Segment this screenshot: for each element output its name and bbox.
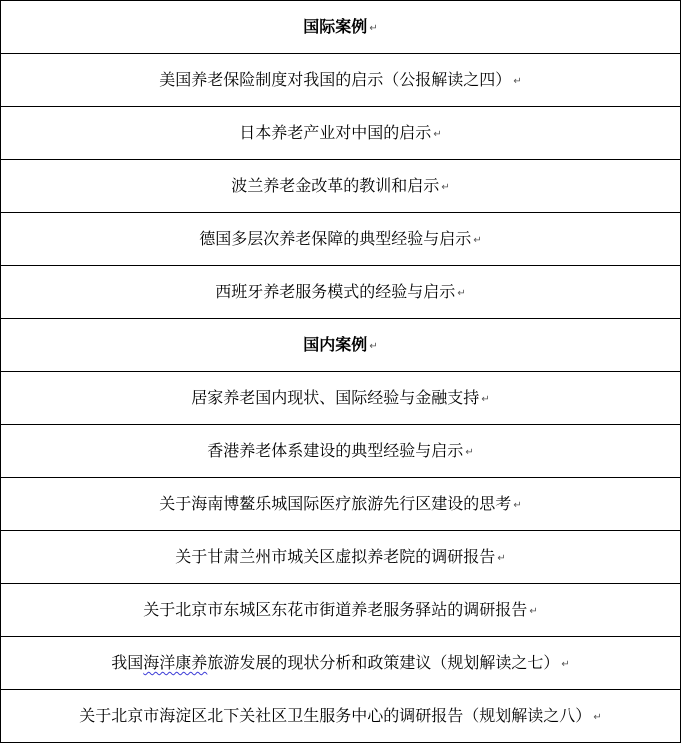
case-title: 德国多层次养老保障的典型经验与启示 — [199, 229, 472, 248]
table-row — [1, 213, 680, 266]
table-row — [1, 531, 680, 584]
table-row — [1, 637, 680, 690]
case-title: 西班牙养老服务模式的经验与启示 — [215, 282, 456, 301]
case-title-rest: 旅游发展的现状分析和政策建议（规划解读之七） — [207, 653, 560, 672]
paragraph-mark-icon: ↵ — [369, 341, 378, 352]
paragraph-mark-icon: ↵ — [457, 288, 466, 299]
paragraph-mark-icon: ↵ — [529, 606, 538, 617]
paragraph-mark-icon: ↵ — [513, 500, 522, 511]
table-row — [1, 478, 680, 531]
case-title: 波兰养老金改革的教训和启示 — [231, 176, 440, 195]
spellcheck-underlined-text: 海洋康养 — [143, 653, 208, 672]
section-header-international — [1, 1, 680, 54]
paragraph-mark-icon: ↵ — [513, 76, 522, 87]
case-title: 香港养老体系建设的典型经验与启示 — [207, 441, 464, 460]
table-row — [1, 107, 680, 160]
table-row — [1, 160, 680, 213]
table-row — [1, 690, 680, 743]
paragraph-mark-icon: ↵ — [593, 712, 602, 723]
table-row — [1, 372, 680, 425]
paragraph-mark-icon: ↵ — [465, 447, 474, 458]
table-row — [1, 54, 680, 107]
table-row — [1, 266, 680, 319]
case-title: 关于海南博鳌乐城国际医疗旅游先行区建设的思考 — [159, 494, 512, 513]
paragraph-mark-icon: ↵ — [433, 129, 442, 140]
case-title: 居家养老国内现状、国际经验与金融支持 — [191, 388, 480, 407]
paragraph-mark-icon: ↵ — [473, 235, 482, 246]
table-row — [1, 584, 680, 637]
case-title: 关于北京市海淀区北下关社区卫生服务中心的调研报告（规划解读之八） — [79, 706, 592, 725]
case-title: 美国养老保险制度对我国的启示（公报解读之四） — [159, 70, 512, 89]
section-header-text: 国内案例 — [303, 335, 368, 354]
paragraph-mark-icon: ↵ — [481, 394, 490, 405]
table-row — [1, 425, 680, 478]
case-title: 日本养老产业对中国的启示 — [239, 123, 432, 142]
paragraph-mark-icon: ↵ — [369, 23, 378, 34]
paragraph-mark-icon: ↵ — [561, 659, 570, 670]
section-header-domestic — [1, 319, 680, 372]
section-header-text: 国际案例 — [303, 17, 368, 36]
case-title — [111, 653, 559, 673]
case-title: 关于甘肃兰州市城关区虚拟养老院的调研报告 — [175, 547, 496, 566]
paragraph-mark-icon: ↵ — [441, 182, 450, 193]
paragraph-mark-icon: ↵ — [497, 553, 506, 564]
case-title-prefix: 我国 — [111, 653, 144, 672]
case-title: 关于北京市东城区东花市街道养老服务驿站的调研报告 — [143, 600, 528, 619]
